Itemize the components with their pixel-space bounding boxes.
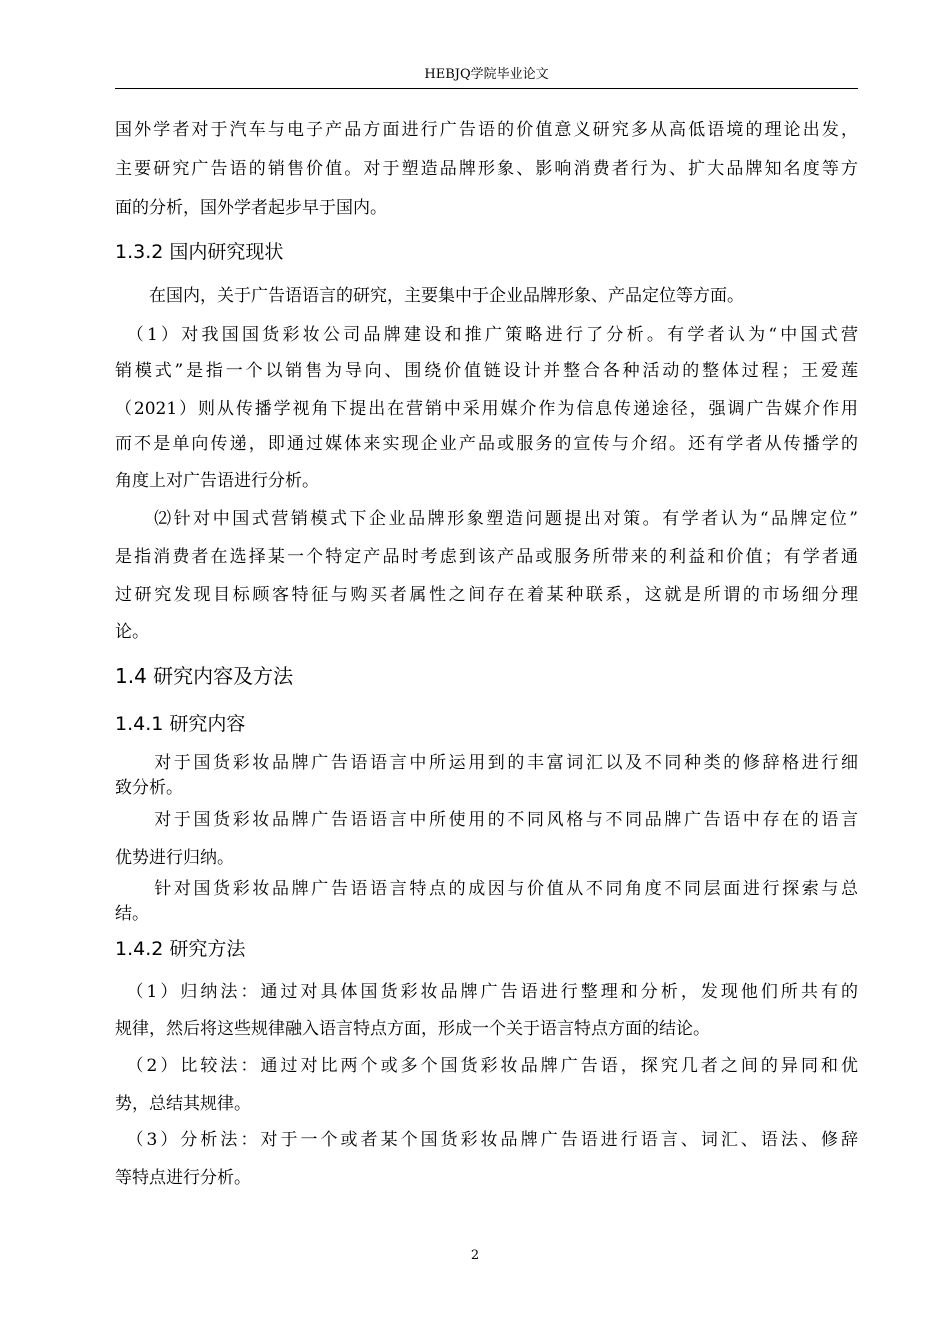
paragraph-line: （2）比较法：通过对比两个或多个国货彩妆品牌广告语，探究几者之间的异同和优 <box>115 1056 858 1076</box>
paragraph-line: 等特点进行分析。 <box>115 1168 251 1188</box>
paragraph-line: 是指消费者在选择某一个特定产品时考虑到该产品或服务所带来的利益和价值；有学者通 <box>115 547 858 567</box>
paragraph-line: （1）对我国国货彩妆公司品牌建设和推广策略进行了分析。有学者认为“中国式营 <box>115 325 858 345</box>
paragraph-line: （1）归纳法：通过对具体国货彩妆品牌广告语进行整理和分析，发现他们所共有的 <box>115 982 858 1002</box>
paragraph-line: 优势进行归纳。 <box>115 848 234 868</box>
paragraph-line: 结。 <box>115 904 149 924</box>
section-heading-1-4: 1.4 研究内容及方法 <box>115 664 294 688</box>
paragraph-line: 面的分析，国外学者起步早于国内。 <box>115 198 387 218</box>
running-header: HEBJQ学院毕业论文 <box>424 67 549 82</box>
paragraph-line: 过研究发现目标顾客特征与购买者属性之间存在着某种联系，这就是所谓的市场细分理 <box>115 585 858 605</box>
paragraph-line: 规律，然后将这些规律融入语言特点方面，形成一个关于语言特点方面的结论。 <box>115 1019 710 1039</box>
section-heading-1-4-1: 1.4.1 研究内容 <box>115 713 246 735</box>
paragraph-line: 而不是单向传递，即通过媒体来实现企业产品或服务的宣传与介绍。还有学者从传播学的 <box>115 434 858 454</box>
section-heading-1-3-2: 1.3.2 国内研究现状 <box>115 241 284 263</box>
section-heading-1-4-2: 1.4.2 研究方法 <box>115 938 246 960</box>
paragraph-line: 国外学者对于汽车与电子产品方面进行广告语的价值意义研究多从高低语境的理论出发， <box>115 120 858 140</box>
paragraph-line: （3）分析法：对于一个或者某个国货彩妆品牌广告语进行语言、词汇、语法、修辞 <box>115 1130 858 1150</box>
paragraph-line: （2021）则从传播学视角下提出在营销中采用媒介作为信息传递途径，强调广告媒介作用 <box>115 399 858 419</box>
paragraph-line: ⑵针对中国式营销模式下企业品牌形象塑造问题提出对策。有学者认为“品牌定位” <box>115 509 858 529</box>
paragraph-line: 针对国货彩妆品牌广告语语言特点的成因与价值从不同角度不同层面进行探索与总 <box>115 879 858 899</box>
page-number: 2 <box>470 1248 480 1263</box>
paragraph-line: 对于国货彩妆品牌广告语语言中所运用到的丰富词汇以及不同种类的修辞格进行细 <box>115 753 858 773</box>
paragraph-line: 主要研究广告语的销售价值。对于塑造品牌形象、影响消费者行为、扩大品牌知名度等方 <box>115 159 858 179</box>
header-rule <box>115 88 858 89</box>
paragraph-line: 角度上对广告语进行分析。 <box>115 471 319 491</box>
paragraph-line: 在国内，关于广告语语言的研究，主要集中于企业品牌形象、产品定位等方面。 <box>115 286 744 306</box>
paragraph-line: 对于国货彩妆品牌广告语语言中所使用的不同风格与不同品牌广告语中存在的语言 <box>115 810 858 830</box>
paragraph-line: 论。 <box>115 622 149 642</box>
paragraph-line: 致分析。 <box>115 778 183 798</box>
paragraph-line: 销模式”是指一个以销售为导向、围绕价值链设计并整合各种活动的整体过程；王爱莲 <box>115 361 858 381</box>
paragraph-line: 势，总结其规律。 <box>115 1094 251 1114</box>
